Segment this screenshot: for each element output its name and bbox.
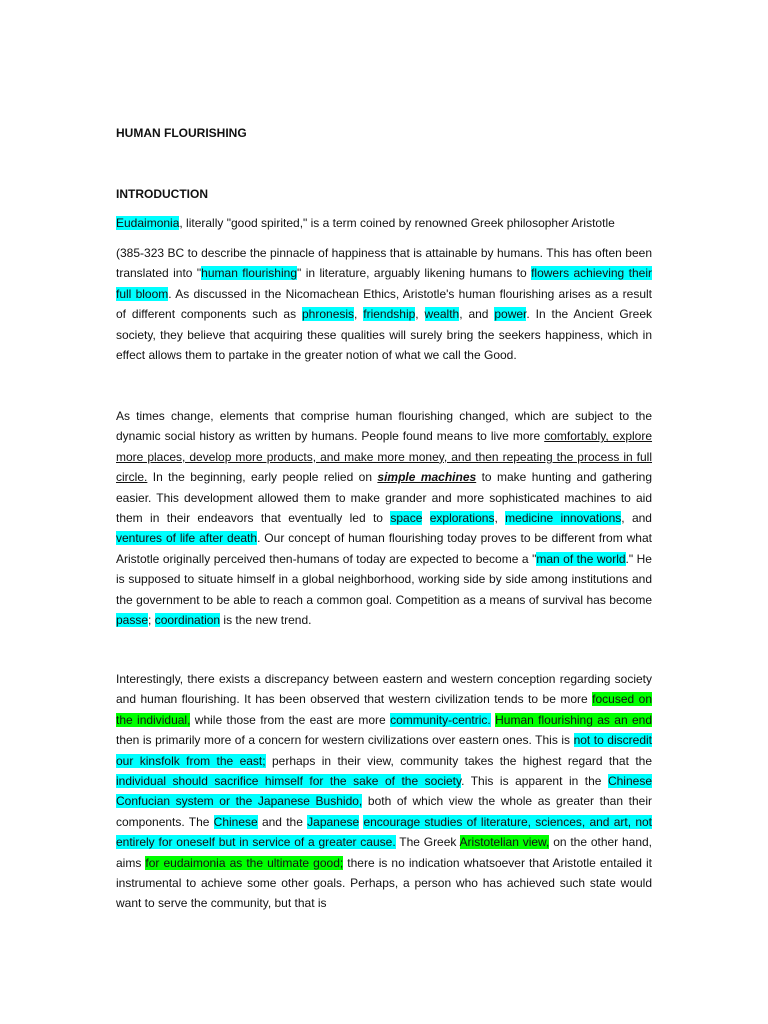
paragraph-eudaimonia-intro — [116, 213, 652, 233]
paragraph-times-change — [116, 406, 652, 630]
text-run — [422, 511, 429, 525]
text-run: , and — [459, 307, 495, 322]
highlight-cyan: Chinese Confucian system or the Japanese Bushido, — [116, 774, 652, 809]
text-run: to make hunting and gathering easier. This development allowed them to make grander and more sophisticated machines to aid them in their endeavors that eventually led to — [116, 470, 652, 526]
text-run: , — [494, 511, 506, 526]
text-run: while those from the east are more — [190, 712, 391, 727]
text-run: . Our concept of human flourishing today proves to be different from what Aristotle originally perceived then-humans of today are expected to become a " — [116, 531, 652, 566]
highlight-cyan: individual should sacrifice himself for the sake of the society — [116, 774, 462, 789]
text-run: , and — [621, 511, 652, 526]
highlight-cyan: explorations — [429, 511, 495, 526]
highlight-cyan: space — [390, 511, 423, 526]
text-run: As times change, elements that comprise human flourishing changed, which are subject to the dynamic social history as written by humans. People found means to live more — [116, 409, 652, 444]
text-run: The Greek — [395, 835, 460, 850]
highlight-cyan: Eudaimonia — [116, 216, 180, 230]
highlight-cyan: medicine innovations — [505, 511, 622, 526]
paragraph-east-west — [116, 669, 652, 914]
highlight-cyan: passe — [116, 613, 149, 628]
emphasized-text: simple machines — [377, 470, 477, 485]
highlight-cyan: wealth — [424, 307, 460, 322]
text-run: there is no indication whatsoever that Aristotle entailed it instrumental to achieve some other goals. Perhaps, a person who has achieved such state would want to serve the community, but that is — [116, 855, 652, 911]
text-run: In the beginning, early people relied on — [147, 470, 378, 485]
text-run: ." He is supposed to situate himself in a global neighborhood, working side by side among institutions and the government to be able to reach a common goal. Competition as a means of survival has become — [116, 551, 652, 607]
highlight-cyan: man of the world — [536, 551, 626, 566]
highlight-green: focused on the individual, — [116, 692, 653, 727]
text-run: " in literature, arguably likening humans to — [297, 266, 532, 281]
text-run: then is primarily more of a concern for western civilizations over eastern ones. This is — [116, 733, 574, 748]
highlight-green: Aristotelian view, — [459, 835, 550, 850]
highlight-cyan: Japanese — [307, 814, 360, 829]
text-run: and the — [257, 814, 308, 829]
text-run: both of which view the whole as greater than their components. The — [116, 794, 652, 829]
highlight-green: for eudaimonia as the ultimate good; — [145, 855, 344, 870]
highlight-cyan: phronesis — [302, 307, 355, 322]
text-run: . In the Ancient Greek society, they believe that acquiring these qualities will surely bring the seekers happiness, which in effect allows them to partake in the greater notion of what we call the Good. — [116, 307, 653, 363]
highlight-cyan: coordination — [154, 613, 221, 628]
section-heading-introduction: INTRODUCTION — [116, 187, 208, 201]
paragraph-aristotle-dates — [116, 243, 652, 365]
highlight-cyan: not to discredit our kinsfolk from the east; — [116, 733, 652, 768]
text-run: perhaps in their view, community takes the highest regard that the — [265, 753, 653, 768]
text-run: is the new trend. — [220, 613, 312, 628]
highlight-green: Human flourishing as an end — [495, 712, 653, 727]
highlight-cyan: power — [494, 307, 527, 322]
highlight-cyan: encourage studies of literature, sciences, and art, not entirely for oneself but in service of a greater cause. — [116, 814, 652, 850]
text-run: ; — [148, 613, 155, 628]
text-run: . As discussed in the Nicomachean Ethics, Aristotle's human flourishing arises as a result of different components such as — [116, 286, 652, 322]
text-run: Interestingly, there exists a discrepancy between eastern and western conception regarding society and human flourishing. It has been observed that western civilization tends to be more — [116, 672, 652, 707]
text-run: on the other hand, aims — [116, 835, 652, 870]
text-run: , — [354, 307, 364, 322]
document-title: HUMAN FLOURISHING — [116, 126, 247, 140]
highlight-cyan: flowers achieving their full bloom — [116, 266, 652, 301]
text-run: , — [415, 307, 425, 322]
highlight-cyan: community-centric. — [390, 712, 491, 727]
text-run: . This is apparent in the — [461, 774, 608, 789]
underlined-text: comfortably, explore more places, develop more products, and make more money, and then repeating the process in full circle. — [116, 429, 653, 485]
highlight-cyan: Chinese — [213, 814, 258, 829]
text-run: (385-323 BC to describe the pinnacle of happiness that is attainable by humans. This has often been translated into " — [116, 246, 652, 281]
highlight-cyan: human flourishing — [201, 266, 297, 281]
highlight-cyan: ventures of life after death — [116, 531, 258, 546]
text-run: , literally "good spirited," is a term coined by renowned Greek philosopher Aristotle — [179, 216, 615, 230]
highlight-cyan: friendship — [363, 307, 416, 322]
